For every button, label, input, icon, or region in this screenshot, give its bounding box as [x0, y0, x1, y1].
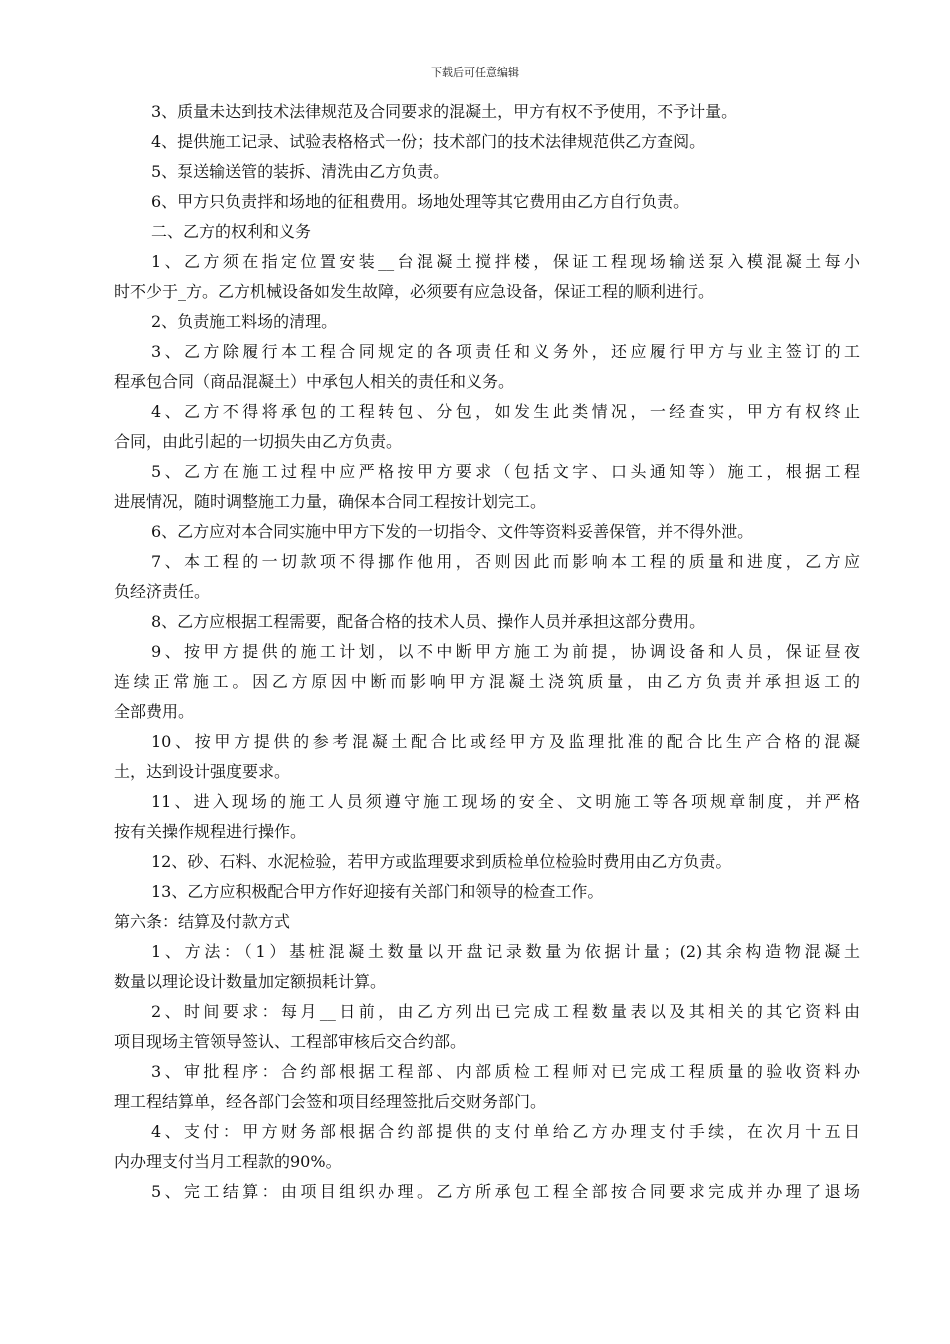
document-body — [114, 97, 860, 1207]
text-line: 10、按甲方提供的参考混凝土配合比或经甲方及监理批准的配合比生产合格的混凝 — [151, 732, 860, 751]
text-line: 4、乙方不得将承包的工程转包、分包，如发生此类情况，一经查实，甲方有权终止 — [151, 402, 860, 421]
text-line: 3、乙方除履行本工程合同规定的各项责任和义务外，还应履行甲方与业主签订的工 — [151, 342, 860, 361]
text-line: 合同，由此引起的一切损失由乙方负责。 — [114, 432, 403, 451]
text-line: 全部费用。 — [114, 702, 195, 721]
text-line: 11、进入现场的施工人员须遵守施工现场的安全、文明施工等各项规章制度，并严格 — [151, 792, 860, 811]
text-line: 13、乙方应积极配合甲方作好迎接有关部门和领导的检查工作。 — [151, 882, 604, 901]
text-line: 数量以理论设计数量加定额损耗计算。 — [114, 972, 387, 991]
text-line: 按有关操作规程进行操作。 — [114, 822, 307, 841]
text-line: 二、乙方的权利和义务 — [151, 222, 312, 241]
text-line: 5、乙方在施工过程中应严格按甲方要求（包括文字、口头通知等）施工，根据工程 — [151, 462, 860, 481]
text-line: 时不少于_方。乙方机械设备如发生故障，必须要有应急设备，保证工程的顺利进行。 — [114, 282, 715, 301]
text-line: 理工程结算单，经各部门会签和项目经理签批后交财务部门。 — [114, 1092, 547, 1111]
text-line: 第六条：结算及付款方式 — [114, 912, 291, 931]
text-line: 12、砂、石料、水泥检验，若甲方或监理要求到质检单位检验时费用由乙方负责。 — [151, 852, 732, 871]
text-line: 负经济责任。 — [114, 582, 211, 601]
text-line: 3、审批程序：合约部根据工程部、内部质检工程师对已完成工程质量的验收资料办 — [151, 1062, 860, 1081]
text-line: 2、时间要求：每月__日前，由乙方列出已完成工程数量表以及其相关的其它资料由 — [151, 1002, 860, 1021]
text-line: 项目现场主管领导签认、工程部审核后交合约部。 — [114, 1032, 467, 1051]
text-line: 5、泵送输送管的装拆、清洗由乙方负责。 — [151, 162, 450, 181]
text-line: 8、乙方应根据工程需要，配备合格的技术人员、操作人员并承担这部分费用。 — [151, 612, 706, 631]
text-line: 土，达到设计强度要求。 — [114, 762, 291, 781]
text-line: 7、本工程的一切款项不得挪作他用，否则因此而影响本工程的质量和进度，乙方应 — [151, 552, 860, 571]
text-line: 1、方法：（1）基桩混凝土数量以开盘记录数量为依据计量；(2)其余构造物混凝土 — [151, 942, 860, 961]
text-line: 进展情况，随时调整施工力量，确保本合同工程按计划完工。 — [114, 492, 547, 511]
page-header: 下载后可任意编辑 — [431, 66, 519, 79]
text-line: 2、负责施工料场的清理。 — [151, 312, 338, 331]
text-line: 5、完工结算：由项目组织办理。乙方所承包工程全部按合同要求完成并办理了退场 — [151, 1182, 860, 1201]
text-line: 3、质量未达到技术法律规范及合同要求的混凝土，甲方有权不予使用，不予计量。 — [151, 102, 738, 121]
text-line: 6、甲方只负责拌和场地的征租费用。场地处理等其它费用由乙方自行负责。 — [151, 192, 690, 211]
text-line: 4、支付：甲方财务部根据合约部提供的支付单给乙方办理支付手续，在次月十五日 — [151, 1122, 860, 1141]
text-line: 4、提供施工记录、试验表格格式一份；技术部门的技术法律规范供乙方查阅。 — [151, 132, 706, 151]
text-line: 1、乙方须在指定位置安装__台混凝土搅拌楼，保证工程现场输送泵入模混凝土每小 — [151, 252, 860, 271]
text-line: 内办理支付当月工程款的90%。 — [114, 1152, 342, 1171]
text-line: 9、按甲方提供的施工计划，以不中断甲方施工为前提，协调设备和人员，保证昼夜 — [151, 642, 860, 661]
text-line: 程承包合同（商品混凝土）中承包人相关的责任和义务。 — [114, 372, 515, 391]
text-line: 6、乙方应对本合同实施中甲方下发的一切指令、文件等资料妥善保管，并不得外泄。 — [151, 522, 754, 541]
text-line: 连续正常施工。因乙方原因中断而影响甲方混凝土浇筑质量，由乙方负责并承担返工的 — [114, 672, 860, 691]
